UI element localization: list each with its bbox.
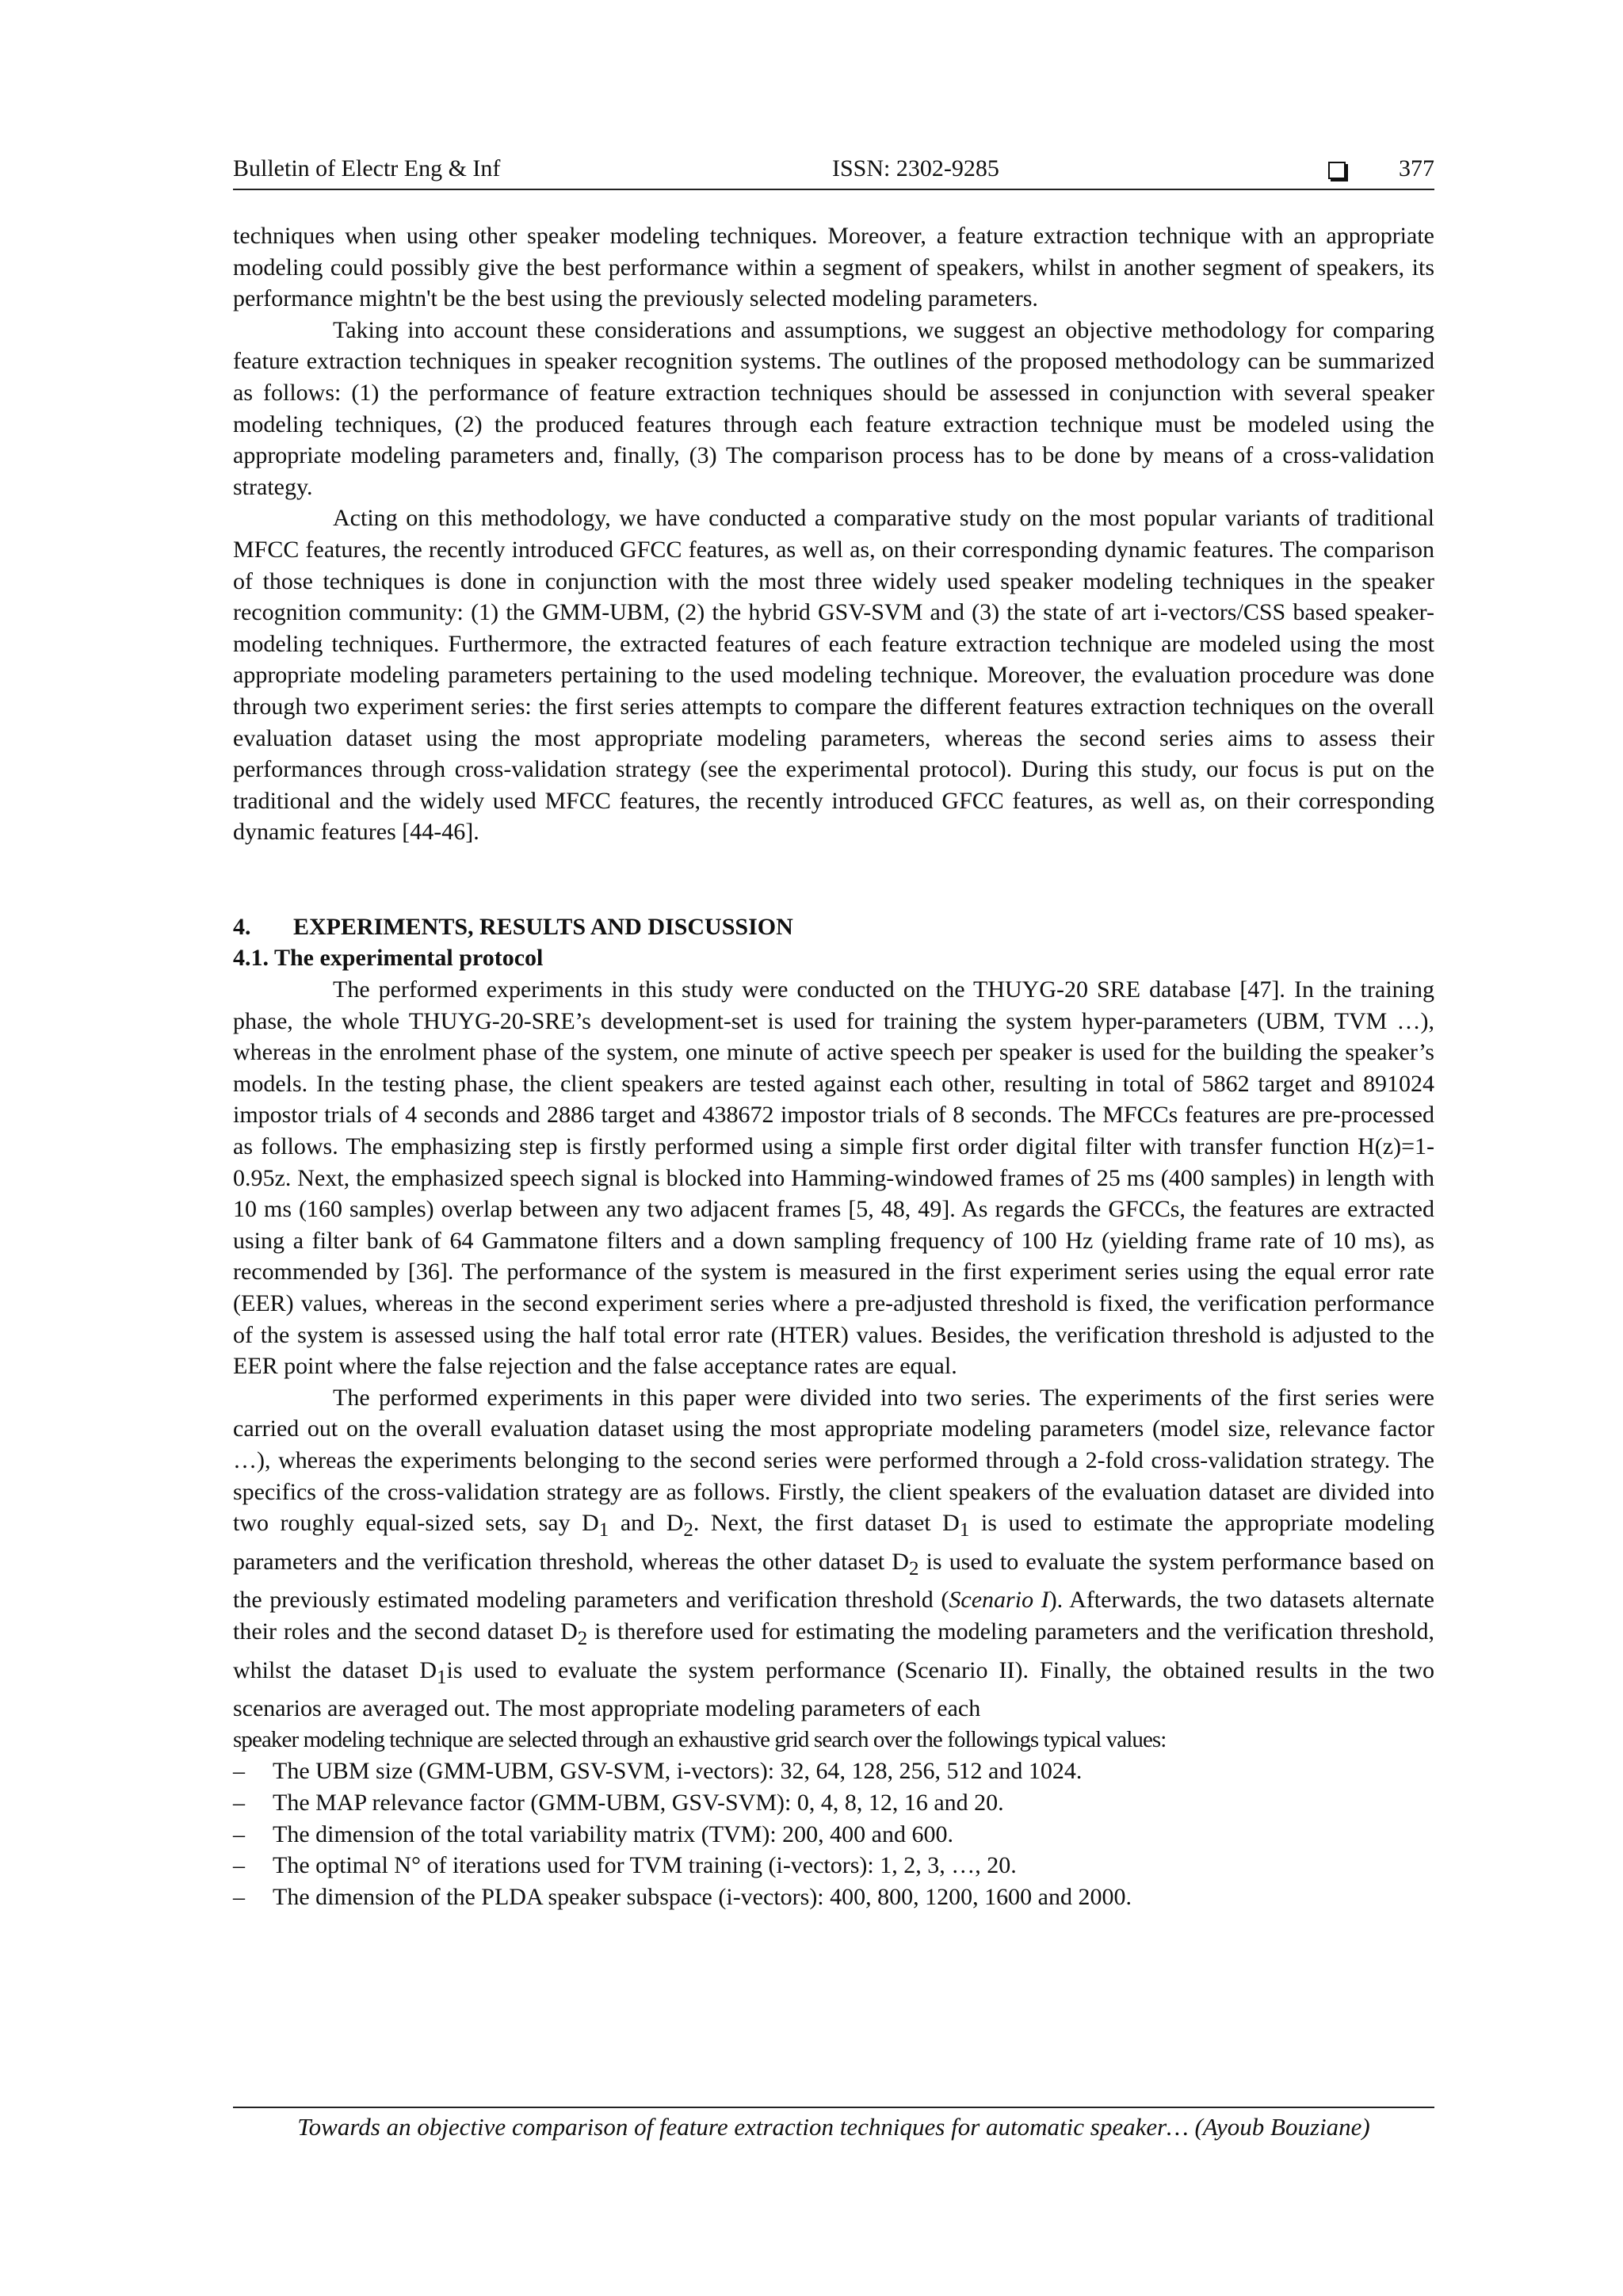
dataset-base: D	[942, 1510, 960, 1537]
p5-text-b: and	[609, 1510, 666, 1537]
dataset-d2	[666, 1510, 693, 1541]
list-item	[233, 1881, 1434, 1913]
list-item	[233, 1787, 1434, 1819]
issn-label: ISSN: 2302-9285	[832, 155, 999, 181]
paragraph-3: Acting on this methodology, we have conducted a comparative study on the most popular variants of traditional MFCC features, the recently introduced GFCC features, as well as, on their corresponding dynamic features. The comparison of those techniques is done in conjunction with the most three widely used speaker modeling techniques in the speaker recognition community: (1) the GMM-UBM, (2) the hybrid GSV-SVM and (3) the state of art i-vectors/CSS based speaker-modeling techniques. Furthermore, the extracted features of each feature extraction technique are modeled using the most appropriate modeling parameters pertaining to the used modeling technique. Moreover, the evaluation procedure was done through two experiment series: the first series attempts to compare the different features extraction techniques on the overall evaluation dataset using the most appropriate modeling parameters, whereas the second series aims to assess their performances through cross-validation strategy (see the experimental protocol). During this study, our focus is put on the traditional and the widely used MFCC features, the recently introduced GFCC features, as well as, on their corresponding dynamic features [44-46].	[233, 505, 1434, 846]
section-title: EXPERIMENTS, RESULTS AND DISCUSSION	[293, 913, 793, 940]
dataset-base: D	[892, 1548, 909, 1575]
dataset-d1	[582, 1510, 609, 1541]
parameter-list	[233, 1755, 1434, 1912]
list-item	[233, 1755, 1434, 1787]
dataset-subscript: 2	[908, 1557, 919, 1580]
p5-text-f: ). Afterwards, the two datasets alternate their roles and the second dataset	[233, 1587, 1434, 1645]
dataset-subscript: 1	[959, 1519, 970, 1541]
p5-text-c: . Next, the first dataset	[693, 1510, 943, 1537]
list-item-text: The dimension of the total variability matrix (TVM): 200, 400 and 600.	[273, 1820, 953, 1847]
dataset-base: D	[419, 1656, 437, 1683]
dataset-subscript: 2	[683, 1519, 693, 1541]
dataset-subscript: 1	[598, 1519, 609, 1541]
paragraph-2: Taking into account these considerations and assumptions, we suggest an objective methodology for comparing feature extraction techniques in speaker recognition systems. The outlines of the proposed methodology can be summarized as follows: (1) the performance of feature extraction techniques should be assessed in conjunction with several speaker modeling techniques, (2) the produced features through each feature extraction technique must be modeled using the appropriate modeling parameters and, finally, (3) The comparison process has to be done by means of a cross-validation strategy.	[233, 316, 1434, 500]
list-item-text: The MAP relevance factor (GMM-UBM, GSV-SVM): 0, 4, 8, 12, 16 and 20.	[273, 1789, 1004, 1816]
paragraph-5	[233, 1382, 1434, 1725]
dataset-base: D	[582, 1510, 599, 1537]
page-number: 377	[1399, 155, 1434, 181]
running-footer: Towards an objective comparison of feature extraction techniques for automatic speaker… (Ayoub Bouziane)	[233, 2107, 1434, 2141]
p5-text-a: The performed experiments in this paper were divided into two series. The experiments of the first series were carried out on the overall evaluation dataset using the most appropriate modeling parameters (model size, relevance factor …), whereas the experiments belonging to the second series were performed through a 2-fold cross-validation strategy. The specifics of the cross-validation strategy are as follows. Firstly, the client speakers of the evaluation dataset are divided into two roughly equal-sized sets, say	[233, 1384, 1434, 1537]
dataset-d2	[560, 1618, 588, 1649]
section-spacer	[233, 848, 1434, 911]
dataset-d2	[892, 1548, 919, 1580]
list-item-text: The dimension of the PLDA speaker subspace (i-vectors): 400, 800, 1200, 1600 and 2000.	[273, 1883, 1132, 1910]
list-dash: –	[233, 1852, 245, 1879]
dataset-subscript: 1	[437, 1666, 447, 1688]
list-dash: –	[233, 1758, 245, 1785]
dataset-d1	[942, 1510, 970, 1541]
section-number: 4.	[233, 913, 251, 940]
dataset-base: D	[560, 1618, 578, 1645]
checkbox-square-icon	[1328, 162, 1346, 179]
list-item	[233, 1850, 1434, 1881]
list-dash: –	[233, 1820, 245, 1847]
p5-text-d: is used to estimate the appropriate modeling parameters and the verification threshold, whereas the other dataset	[233, 1510, 1434, 1575]
article-body	[233, 220, 1434, 1912]
dataset-subscript: 2	[577, 1627, 588, 1649]
p5-text-g: is therefore used for estimating the modeling parameters and the verification threshold, whilst the dataset	[233, 1618, 1434, 1683]
dataset-d1	[419, 1656, 447, 1688]
scenario-1-label: Scenario I	[949, 1587, 1049, 1614]
paragraph-4: The performed experiments in this study were conducted on the THUYG-20 SRE database [47]. In the training phase, the whole THUYG-20-SRE’s development-set is used for training the system hyper-parameters (UBM, TVM …), whereas in the enrolment phase of the system, one minute of active speech per speaker is used for the building the speaker’s models. In the testing phase, the client speakers are tested against each other, resulting in total of 5862 target and 891024 impostor trials of 4 seconds and 2886 target and 438672 impostor trials of 8 seconds. The MFCCs features are pre-processed as follows. The emphasizing step is firstly performed using a simple first order digital filter with transfer function H(z)=1-0.95z. Next, the emphasized speech signal is blocked into Hamming-windowed frames of 25 ms (400 samples) in length with 10 ms (160 samples) overlap between any two adjacent frames [5, 48, 49]. As regards the GFCCs, the features are extracted using a filter bank of 64 Gammatone filters and a down sampling frequency of 100 Hz (yielding frame rate of 10 ms), as recommended by [36]. The performance of the system is measured in the first experiment series using the equal error rate (EER) values, whereas in the second experiment series where a pre-adjusted threshold is fixed, the verification performance of the system is assessed using the half total error rate (HTER) values. Besides, the verification threshold is adjusted to the EER point where the false rejection and the false acceptance rates are equal.	[233, 976, 1434, 1380]
dataset-base: D	[666, 1510, 684, 1537]
list-item	[233, 1819, 1434, 1851]
list-item-text: The optimal N° of iterations used for TVM training (i-vectors): 1, 2, 3, …, 20.	[273, 1852, 1017, 1879]
section-heading	[233, 911, 1434, 943]
list-dash: –	[233, 1883, 245, 1910]
subsection-heading: 4.1. The experimental protocol	[233, 945, 544, 972]
running-header	[233, 155, 1434, 190]
paragraph-5-last-line: speaker modeling technique are selected through an exhaustive grid search over the followings typical values:	[233, 1726, 1167, 1752]
list-item-text: The UBM size (GMM-UBM, GSV-SVM, i-vectors): 32, 64, 128, 256, 512 and 1024.	[273, 1758, 1083, 1785]
journal-name: Bulletin of Electr Eng & Inf	[233, 155, 501, 181]
p5-text-h: is used to evaluate the system performance (Scenario II). Finally, the obtained results in the two scenarios are averaged out. The most appropriate modeling parameters of each	[233, 1656, 1434, 1722]
list-dash: –	[233, 1789, 245, 1816]
paragraph-1: techniques when using other speaker modeling techniques. Moreover, a feature extraction technique with an appropriate modeling could possibly give the best performance within a segment of speakers, whilst in another segment of speakers, its performance mightn't be the best using the previously selected modeling parameters.	[233, 223, 1434, 312]
p5-text-e: is used to evaluate the system performance based on the previously estimated modeling parameters and verification threshold (	[233, 1548, 1435, 1614]
